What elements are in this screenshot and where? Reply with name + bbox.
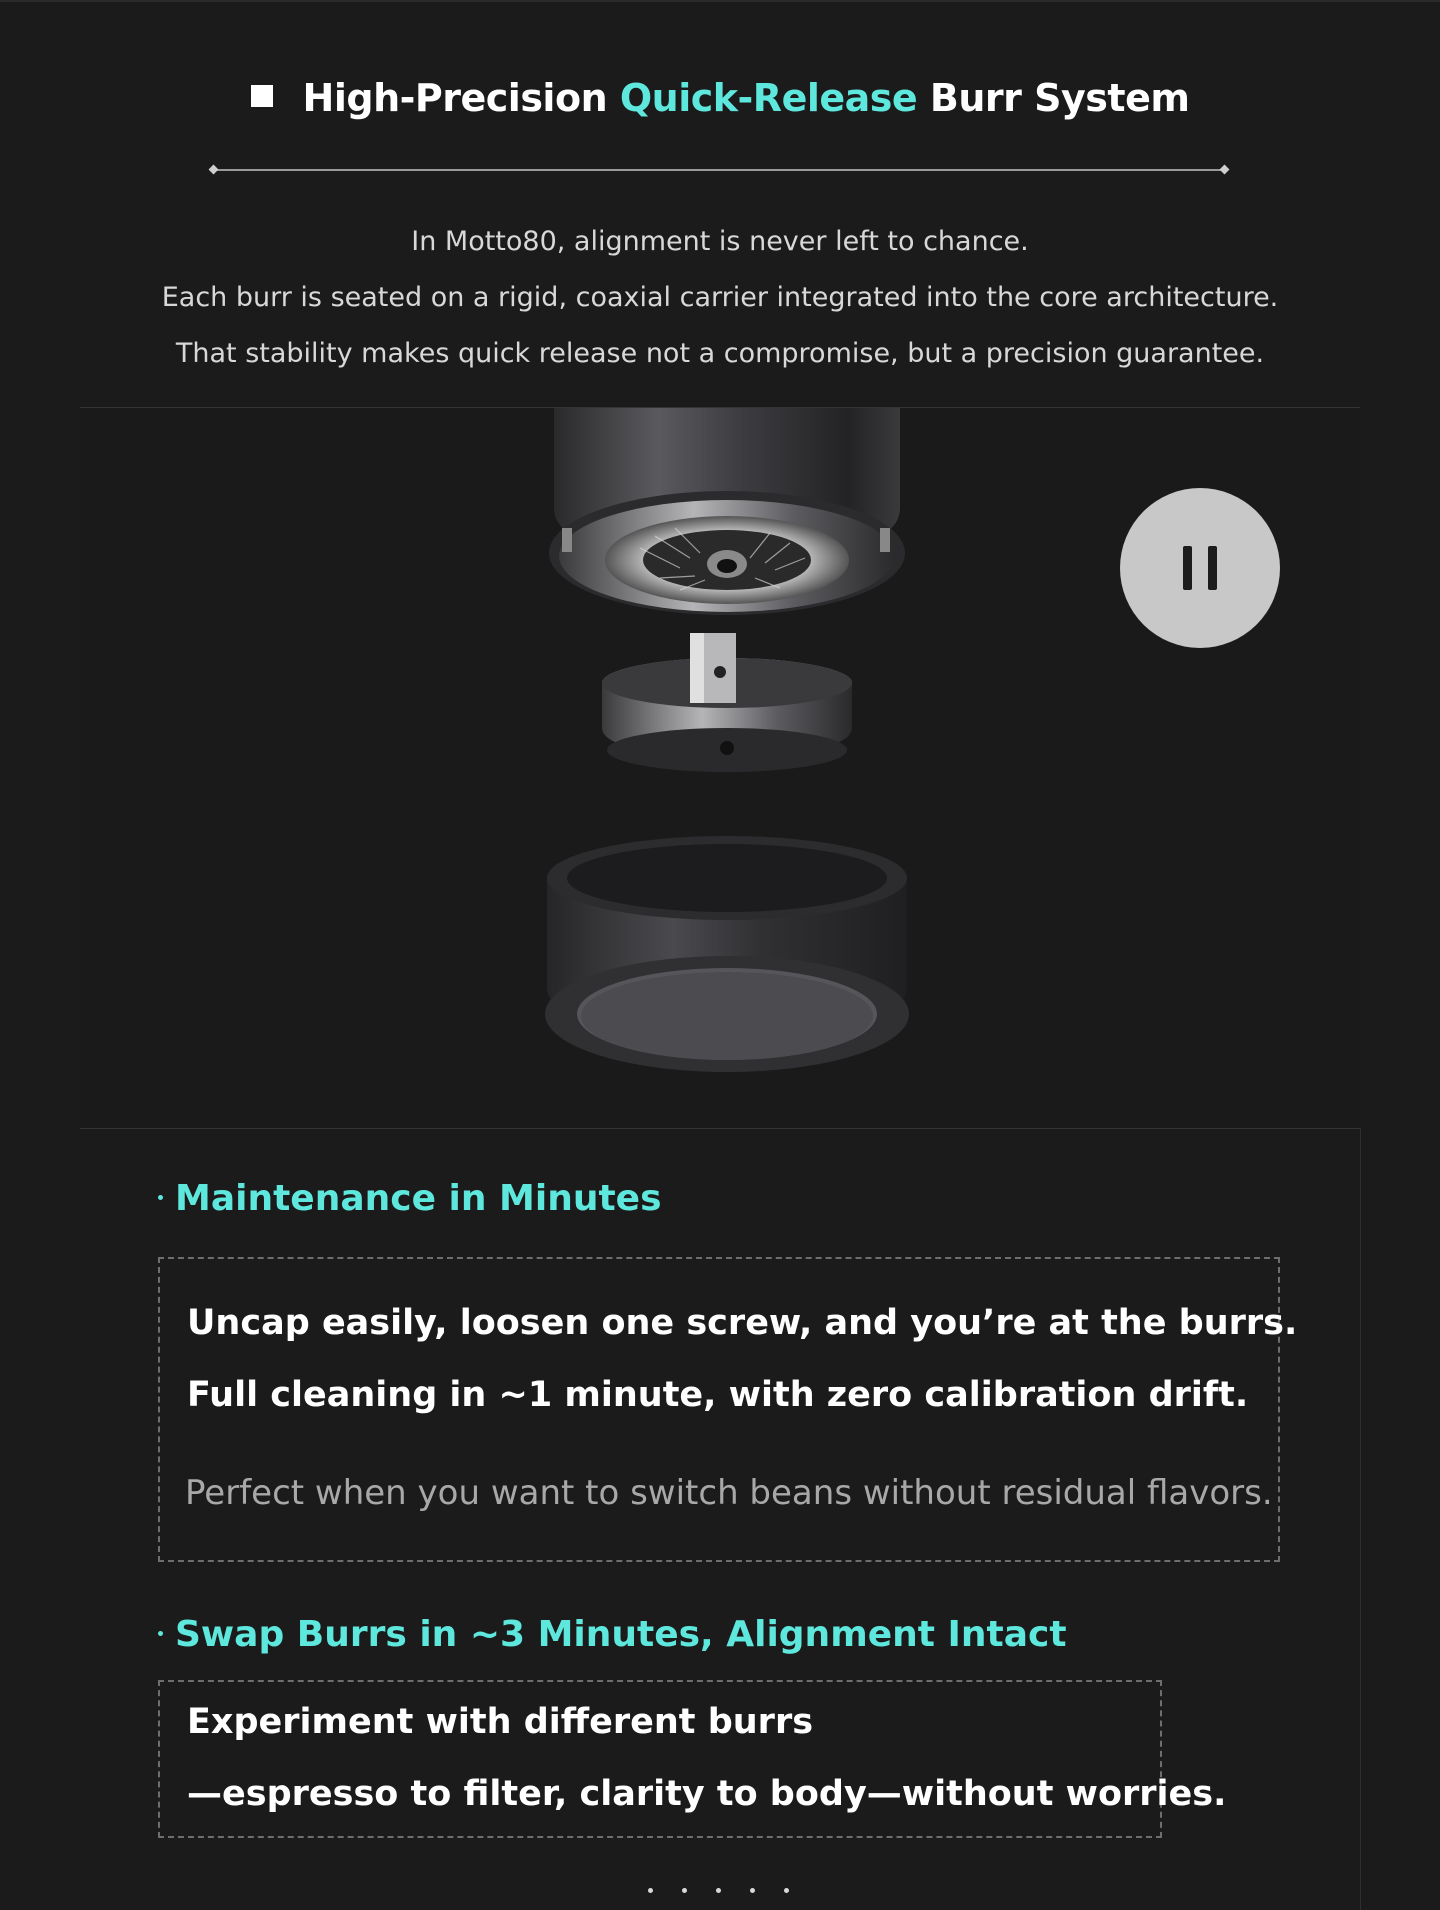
feature-box-maintenance: [158, 1257, 1298, 1562]
intro-line: In Motto80, alignment is never left to chance.: [411, 226, 1029, 257]
title-accent: Quick-Release: [619, 76, 918, 120]
title-part-1: High-Precision: [302, 76, 620, 120]
pager-dot[interactable]: [784, 1888, 789, 1893]
feature-note: Perfect when you want to switch beans without residual flavors.: [185, 1473, 1273, 1513]
feature-heading-swap: [158, 1614, 1067, 1655]
intro-line: Each burr is seated on a rigid, coaxial carrier integrated into the core architecture.: [161, 282, 1279, 313]
intro-line: That stability makes quick release not a compromise, but a precision guarantee.: [175, 338, 1265, 369]
feature-heading-text: Swap Burrs in ~3 Minutes, Alignment Intact: [175, 1614, 1067, 1655]
pause-icon: [1183, 546, 1192, 590]
title-divider: [213, 169, 1225, 171]
feature-line: —espresso to filter, clarity to body—without worries.: [187, 1774, 1227, 1814]
pager-dot[interactable]: [716, 1888, 721, 1893]
title-part-2: Burr System: [917, 76, 1190, 120]
pause-icon-bar: [1208, 546, 1217, 590]
top-edge: [0, 0, 1440, 2]
pause-button[interactable]: [1120, 488, 1280, 648]
intro-text: [0, 214, 1440, 382]
section-title: [0, 76, 1440, 120]
pager-dot[interactable]: [750, 1888, 755, 1893]
feature-heading-text: Maintenance in Minutes: [175, 1178, 662, 1219]
feature-box-swap: [158, 1680, 1227, 1838]
feature-heading-maintenance: [158, 1178, 662, 1219]
pager-dot[interactable]: [682, 1888, 687, 1893]
square-bullet-icon: [251, 85, 273, 107]
feature-line: Uncap easily, loosen one screw, and you’re at the burrs.: [187, 1303, 1298, 1343]
bullet-icon: [158, 1631, 163, 1636]
feature-line: Experiment with different burrs: [187, 1702, 814, 1742]
bullet-icon: [158, 1195, 163, 1200]
feature-line: Full cleaning in ~1 minute, with zero calibration drift.: [187, 1375, 1249, 1415]
pager-dot[interactable]: [648, 1888, 653, 1893]
